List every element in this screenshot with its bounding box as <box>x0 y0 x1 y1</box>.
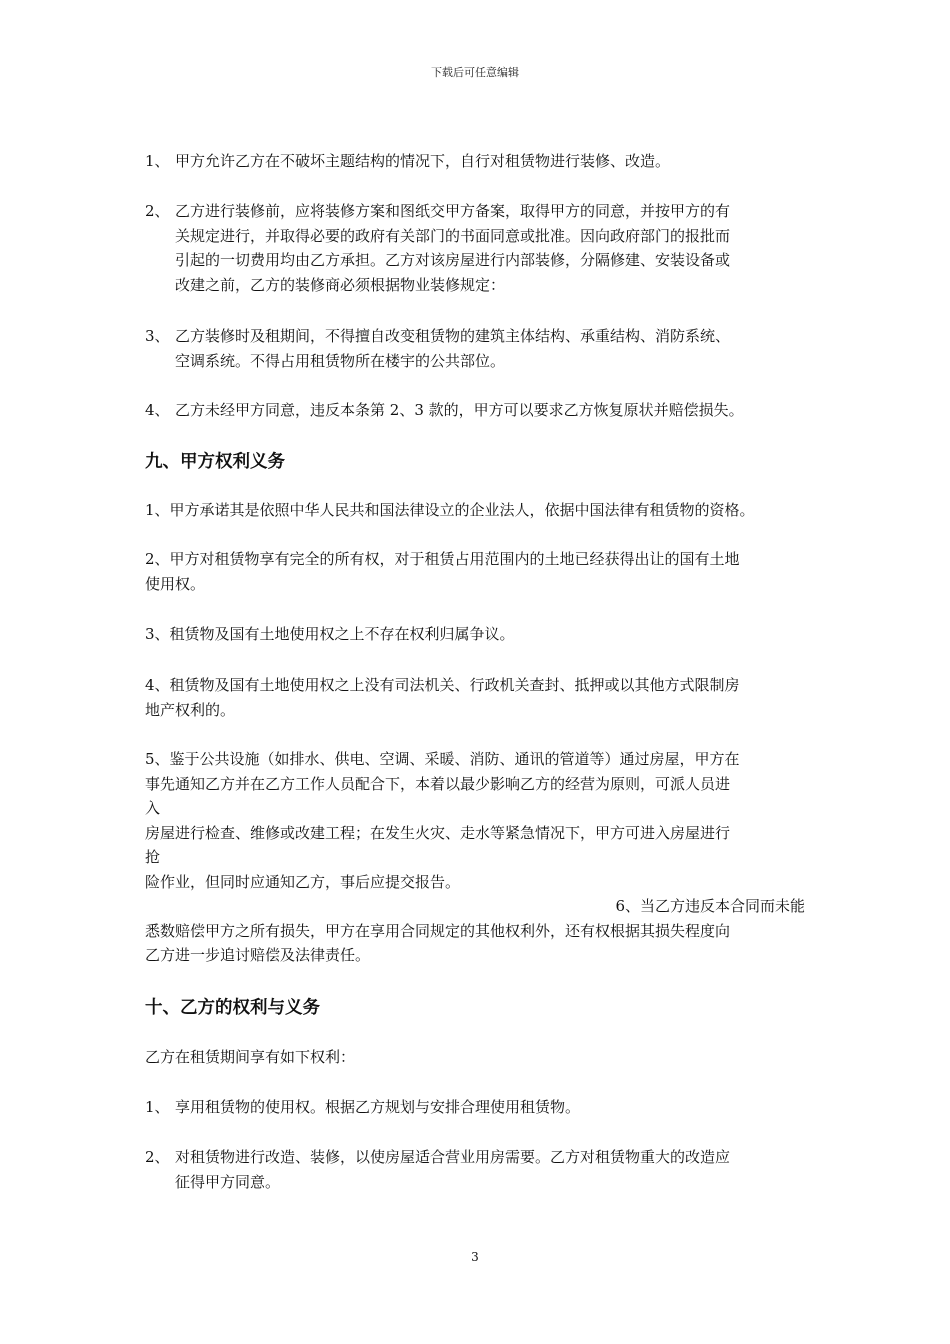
item-number: 2、 <box>145 1148 170 1166</box>
item-line: 关规定进行，并取得必要的政府有关部门的书面同意或批准。因向政府部门的报批而 <box>175 226 731 245</box>
list-item <box>145 199 825 297</box>
paragraph <box>145 498 825 523</box>
item-line: 引起的一切费用均由乙方承担。乙方对该房屋进行内部装修，分隔修建、安装设备或 <box>175 251 731 269</box>
list-item <box>145 398 825 423</box>
paragraph-line: 4、租赁物及国有土地使用权之上没有司法机关、行政机关查封、抵押或以其他方式限制房 <box>145 676 740 694</box>
paragraph-line: 乙方在租赁期间享有如下权利： <box>145 1048 356 1066</box>
list-item <box>145 324 825 373</box>
paragraph-line: 房屋进行检查、维修或改建工程；在发生火灾、走水等紧急情况下，甲方可进入房屋进行 <box>145 823 731 842</box>
section-heading-9: 九、甲方权利义务 <box>145 452 285 472</box>
item-line: 甲方允许乙方在不破坏主题结构的情况下，自行对租赁物进行装修、改造。 <box>175 152 671 170</box>
item-line: 乙方未经甲方同意，违反本条第 2、3 款的，甲方可以要求乙方恢复原状并赔偿损失。 <box>175 401 744 419</box>
item-line: 征得甲方同意。 <box>175 1172 281 1191</box>
paragraph-line: 地产权利的。 <box>145 700 236 719</box>
item-number: 2、 <box>145 202 170 220</box>
item-line: 改建之前，乙方的装修商必须根据物业装修规定： <box>175 275 506 294</box>
item-number: 4、 <box>145 401 170 419</box>
paragraph-line: 使用权。 <box>145 574 206 593</box>
item-line: 享用租赁物的使用权。根据乙方规划与安排合理使用租赁物。 <box>175 1098 581 1116</box>
paragraph-line: 乙方进一步追讨赔偿及法律责任。 <box>145 946 371 964</box>
paragraph-line: 2、甲方对租赁物享有完全的所有权，对于租赁占用范围内的土地已经获得出让的国有土地 <box>145 550 740 568</box>
paragraph-line: 险作业，但同时应通知乙方，事后应提交报告。 <box>145 872 461 891</box>
list-item <box>145 1095 825 1120</box>
paragraph-line: 3、租赁物及国有土地使用权之上不存在权利归属争议。 <box>145 625 515 643</box>
paragraph-line: 1、甲方承诺其是依照中华人民共和国法律设立的企业法人，依据中国法律有租赁物的资格。 <box>145 501 755 519</box>
item-number: 1、 <box>145 152 170 170</box>
paragraph-line: 抢 <box>145 848 161 866</box>
paragraph <box>145 747 825 968</box>
section-heading-10: 十、乙方的权利与义务 <box>145 998 320 1018</box>
paragraph <box>145 673 825 722</box>
paragraph-line: 6、当乙方违反本合同而未能 <box>615 897 805 915</box>
paragraph <box>145 1045 825 1070</box>
item-line: 对租赁物进行改造、装修，以使房屋适合营业用房需要。乙方对租赁物重大的改造应 <box>175 1148 731 1166</box>
item-line: 乙方装修时及租期间，不得擅自改变租赁物的建筑主体结构、承重结构、消防系统、 <box>175 327 731 345</box>
paragraph <box>145 622 825 647</box>
paragraph-line: 悉数赔偿甲方之所有损失，甲方在享用合同规定的其他权利外，还有权根据其损失程度向 <box>145 921 731 940</box>
list-item <box>145 149 825 174</box>
item-number: 3、 <box>145 327 170 345</box>
paragraph-line: 入 <box>145 799 161 817</box>
item-line: 乙方进行装修前，应将装修方案和图纸交甲方备案，取得甲方的同意，并按甲方的有 <box>175 202 731 220</box>
paragraph-line: 事先通知乙方并在乙方工作人员配合下，本着以最少影响乙方的经营为原则，可派人员进 <box>145 774 731 793</box>
item-line: 空调系统。不得占用租赁物所在楼宇的公共部位。 <box>175 351 506 370</box>
page-header: 下载后可任意编辑 <box>431 66 519 79</box>
page-number: 3 <box>471 1250 479 1264</box>
item-number: 1、 <box>145 1098 170 1116</box>
paragraph <box>145 547 825 596</box>
list-item <box>145 1145 825 1194</box>
paragraph-line: 5、鉴于公共设施（如排水、供电、空调、采暖、消防、通讯的管道等）通过房屋，甲方在 <box>145 750 740 768</box>
